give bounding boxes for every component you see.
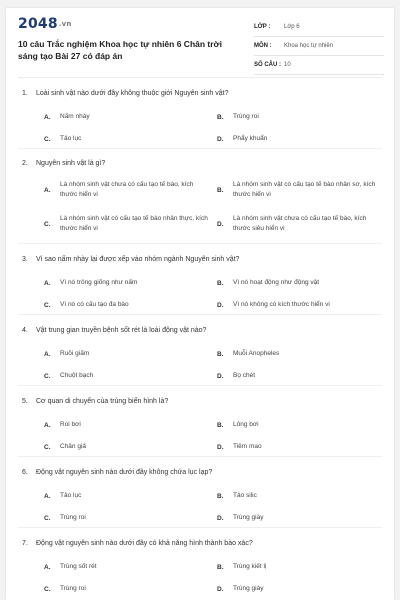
option-text: Roi bơi	[60, 421, 81, 428]
option-b[interactable]	[217, 112, 259, 122]
option-text: Lông bơi	[233, 421, 259, 428]
option-letter: D.	[217, 372, 224, 380]
option-letter: A.	[44, 563, 51, 571]
option-letter: D.	[217, 220, 224, 228]
option-letter: A.	[44, 186, 51, 194]
option-b[interactable]	[217, 420, 259, 430]
option-text: Vì nó hoạt động như động vật	[233, 279, 320, 286]
meta-grade-label: LỚP :	[254, 24, 271, 30]
option-letter: D.	[217, 301, 224, 309]
meta-grade-value: Lớp 6	[284, 24, 300, 30]
option-c[interactable]	[44, 371, 93, 381]
option-letter: C.	[44, 301, 51, 309]
option-text: Trùng giày	[233, 585, 264, 592]
question-number: 6.	[22, 469, 28, 476]
option-text: Ruồi giấm	[60, 350, 90, 357]
option-letter: B.	[217, 492, 224, 500]
option-b[interactable]	[217, 278, 319, 288]
question-text	[22, 540, 253, 547]
option-letter: D.	[217, 443, 224, 451]
option-letter: B.	[217, 350, 224, 358]
option-letter: D.	[217, 514, 224, 522]
option-letter: A.	[44, 492, 51, 500]
document-title: 10 câu Trắc nghiệm Khoa học tự nhiên 6 Chân trời sáng tạo Bài 27 có đáp án	[18, 39, 222, 61]
question-separator	[18, 243, 382, 244]
question-number: 3.	[22, 256, 28, 263]
option-d[interactable]	[217, 371, 255, 381]
option-letter: A.	[44, 279, 51, 287]
option-a[interactable]	[44, 112, 90, 122]
option-letter: A.	[44, 421, 51, 429]
option-text: Trùng kiết lị	[233, 563, 267, 570]
option-c[interactable]	[44, 584, 86, 594]
question-body: Loài sinh vật nào dưới đây không thuộc giới Nguyên sinh vật?	[36, 90, 229, 97]
option-text: Là nhóm sinh vật có cấu tạo tế bào nhân sơ, kích thước hiển vi	[233, 181, 376, 198]
option-c[interactable]	[44, 214, 208, 234]
option-letter: C.	[44, 443, 51, 451]
option-letter: D.	[217, 135, 224, 143]
question-number: 4.	[22, 327, 28, 334]
question-separator	[18, 456, 382, 457]
option-text: Là nhóm sinh vật chưa có cấu tạo tế bào, kích thước hiển vi	[60, 181, 194, 198]
meta-grade	[254, 18, 384, 37]
option-d[interactable]	[217, 300, 330, 310]
meta-count-value: 10	[284, 62, 291, 68]
question-text	[22, 469, 212, 476]
logo-suffix: .vn	[58, 20, 72, 28]
option-a[interactable]	[44, 349, 89, 359]
question-number: 5.	[22, 398, 28, 405]
option-d[interactable]	[217, 134, 267, 144]
option-text: Vì nó trông giống như nấm	[60, 279, 138, 286]
option-letter: A.	[44, 350, 51, 358]
option-text: Trùng roi	[60, 514, 86, 521]
option-b[interactable]	[217, 349, 279, 359]
option-d[interactable]	[217, 214, 381, 234]
option-letter: C.	[44, 220, 51, 228]
option-a[interactable]	[44, 420, 81, 430]
question-number: 7.	[22, 540, 28, 547]
option-letter: B.	[217, 421, 224, 429]
question-body: Động vật nguyên sinh nào dưới đây không chứa lục lạp?	[36, 469, 213, 476]
header-divider	[18, 77, 382, 78]
option-b[interactable]	[217, 562, 266, 572]
logo-text: 2048	[18, 16, 58, 32]
option-text: Tảo lục	[60, 492, 82, 499]
option-a[interactable]	[44, 491, 81, 501]
question-body: Cơ quan di chuyển của trùng biến hình là?	[36, 398, 169, 405]
option-a[interactable]	[44, 562, 97, 572]
option-text: Nấm nhày	[60, 113, 90, 120]
option-c[interactable]	[44, 134, 81, 144]
option-text: Bọ chét	[233, 372, 256, 379]
option-text: Trùng sốt rét	[60, 563, 97, 570]
option-c[interactable]	[44, 300, 129, 310]
meta-subject-label: MÔN :	[254, 43, 272, 49]
option-letter: C.	[44, 135, 51, 143]
option-letter: A.	[44, 113, 51, 121]
option-letter: D.	[217, 585, 224, 593]
option-b[interactable]	[217, 491, 257, 501]
meta-count-label: SỐ CÂU :	[254, 62, 281, 68]
question-text	[22, 90, 229, 97]
question-text	[22, 160, 105, 167]
option-letter: B.	[217, 563, 224, 571]
option-letter: B.	[217, 279, 224, 287]
meta-subject	[254, 37, 384, 56]
option-letter: C.	[44, 372, 51, 380]
question-body: Động vật nguyên sinh nào dưới đây có khả năng hình thành bào xác?	[36, 540, 253, 547]
site-logo[interactable]	[18, 16, 72, 32]
option-text: Muỗi Anopheles	[233, 350, 280, 357]
meta-subject-value: Khoa học tự nhiên	[284, 43, 334, 49]
question-body: Vật trung gian truyền bệnh sốt rét là loài động vật nào?	[36, 327, 207, 334]
option-letter: C.	[44, 585, 51, 593]
question-number: 1.	[22, 90, 28, 97]
option-text: Trùng roi	[60, 585, 86, 592]
option-d[interactable]	[217, 584, 263, 594]
question-separator	[18, 385, 382, 386]
option-text: Là nhóm sinh vật có cấu tạo tế bào nhân thực, kích thước hiển vi	[60, 215, 208, 232]
question-body: Nguyên sinh vật là gì?	[36, 160, 106, 167]
option-text: Là nhóm sinh vật chưa có cấu tạo tế bào, kích thước siêu hiển vi	[233, 215, 367, 232]
question-text	[22, 398, 168, 405]
question-body: Vì sao nấm nhày lại được xếp vào nhóm ngành Nguyên sinh vật?	[36, 256, 240, 263]
option-text: Chuột bạch	[60, 372, 94, 379]
option-letter: B.	[217, 186, 224, 194]
option-text: Phẩy khuẩn	[233, 135, 268, 142]
option-letter: C.	[44, 514, 51, 522]
option-c[interactable]	[44, 442, 86, 452]
option-text: Trùng roi	[233, 113, 259, 120]
question-separator	[18, 527, 382, 528]
question-separator	[18, 314, 382, 315]
option-text: Tảo silic	[233, 492, 257, 499]
question-number: 2.	[22, 160, 28, 167]
option-text: Chân giả	[60, 443, 87, 450]
option-b[interactable]	[217, 180, 381, 200]
document-page	[6, 8, 394, 600]
option-d[interactable]	[217, 513, 263, 523]
question-text	[22, 256, 239, 263]
question-text	[22, 327, 206, 334]
option-a[interactable]	[44, 180, 208, 200]
option-a[interactable]	[44, 278, 137, 288]
option-letter: B.	[217, 113, 224, 121]
option-c[interactable]	[44, 513, 86, 523]
option-text: Vì nó có cấu tạo đa bào	[60, 301, 129, 308]
question-separator	[18, 148, 382, 149]
option-text: Tảo lục	[60, 135, 82, 142]
document-meta	[254, 18, 384, 75]
meta-count	[254, 56, 384, 75]
option-d[interactable]	[217, 442, 262, 452]
option-text: Trùng giày	[233, 514, 264, 521]
option-text: Vì nó không có kích thước hiển vi	[233, 301, 330, 308]
option-text: Tiêm mao	[233, 443, 262, 450]
